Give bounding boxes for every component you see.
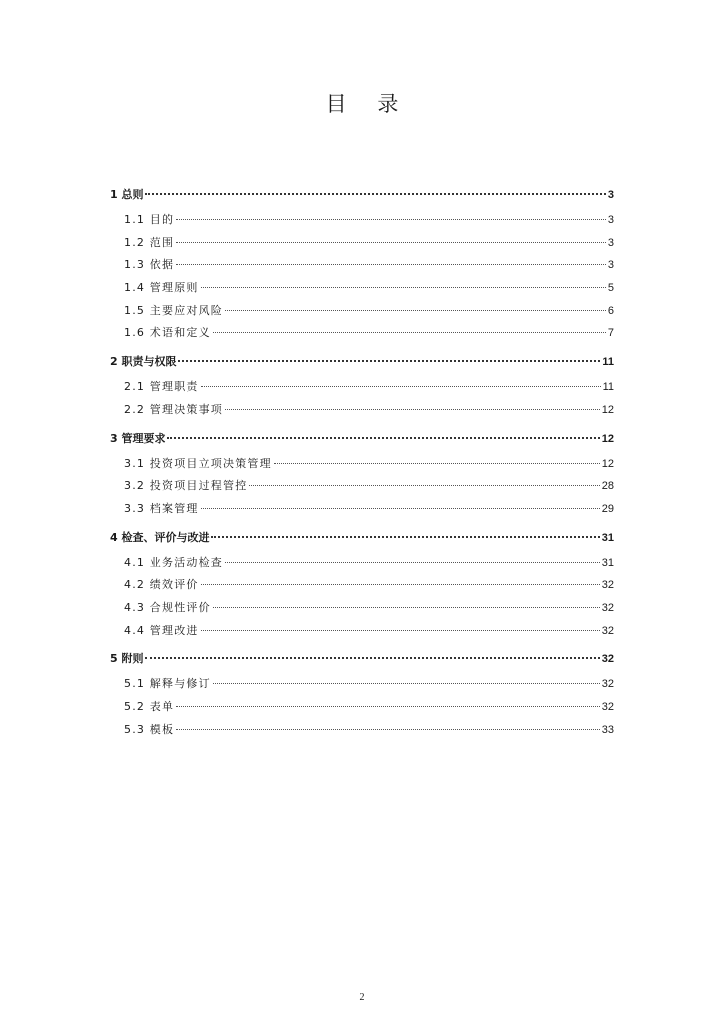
toc-chapter-entry[interactable]: [110, 184, 614, 205]
toc-entry-label: 2.1 管理职责: [124, 380, 199, 394]
toc-entry-page: 12: [601, 457, 614, 470]
toc-entry-label: 4.3 合规性评价: [124, 600, 211, 614]
toc-entry-label: 4 检查、评价与改进: [110, 530, 210, 544]
toc-entry-label: 5 附则: [110, 652, 144, 666]
dot-leader: [225, 562, 600, 563]
toc-entry-page: 32: [601, 579, 614, 592]
dot-leader: [274, 463, 600, 464]
toc-entry-label: 3 管理要求: [110, 431, 166, 445]
toc-entry-label: 4.2 绩效评价: [124, 578, 199, 592]
toc-entry-page: 33: [601, 723, 614, 736]
table-of-contents: [110, 184, 614, 747]
toc-subsection-entry[interactable]: [110, 209, 614, 232]
toc-entry-page: 28: [601, 480, 614, 493]
toc-entry-label: 1 总则: [110, 188, 144, 201]
dot-leader: [201, 287, 606, 288]
toc-subsection-entry[interactable]: [110, 300, 614, 323]
toc-entry-page: 3: [607, 259, 614, 272]
toc-entry-label: 1.3 依据: [124, 258, 175, 272]
toc-subsection-entry[interactable]: [110, 277, 614, 300]
toc-section: [110, 648, 614, 741]
dot-leader: [201, 508, 600, 509]
dot-leader: [213, 607, 600, 608]
toc-subsection-entry[interactable]: [110, 597, 614, 620]
dot-leader: [213, 332, 606, 333]
toc-entry-page: 12: [601, 403, 614, 416]
dot-leader: [201, 386, 601, 387]
toc-entry-label: 2.2 管理决策事项: [124, 402, 223, 416]
toc-entry-label: 4.1 业务活动检查: [124, 555, 223, 569]
toc-entry-label: 3.1 投资项目立项决策管理: [124, 456, 272, 470]
toc-entry-label: 2 职责与权限: [110, 355, 177, 369]
dot-leader: [176, 729, 600, 730]
dot-leader: [201, 630, 600, 631]
toc-subsection-entry[interactable]: [110, 719, 614, 742]
toc-entry-label: 3.2 投资项目过程管控: [124, 479, 248, 493]
toc-subsection-entry[interactable]: [110, 574, 614, 597]
dot-leader: [176, 219, 606, 220]
toc-entry-page: 31: [601, 556, 614, 569]
toc-subsection-entry[interactable]: [110, 475, 614, 498]
toc-entry-label: 1.6 术语和定义: [124, 326, 211, 340]
toc-chapter-entry[interactable]: [110, 648, 614, 669]
toc-section: [110, 527, 614, 643]
dot-leader: [176, 706, 600, 707]
toc-subsection-entry[interactable]: [110, 376, 614, 399]
toc-section: [110, 184, 614, 345]
toc-entry-page: 31: [601, 531, 614, 544]
dot-leader: [176, 264, 606, 265]
dot-leader: [249, 485, 599, 486]
toc-subsection-entry[interactable]: [110, 498, 614, 521]
toc-section: [110, 428, 614, 521]
dot-leader: [213, 683, 600, 684]
toc-subsection-entry[interactable]: [110, 620, 614, 643]
toc-entry-page: 32: [601, 624, 614, 637]
footer-page-number: 2: [359, 992, 365, 1003]
dot-leader: [225, 409, 600, 410]
toc-entry-page: 3: [607, 214, 614, 226]
toc-chapter-entry[interactable]: [110, 351, 614, 372]
toc-entry-label: 1.4 管理原则: [124, 281, 199, 295]
dot-leader: [176, 242, 606, 243]
toc-entry-page: 3: [607, 189, 614, 201]
toc-subsection-entry[interactable]: [110, 322, 614, 345]
toc-entry-page: 11: [602, 356, 614, 369]
toc-entry-page: 32: [601, 653, 614, 666]
dot-leader: [225, 310, 606, 311]
toc-entry-label: 3.3 档案管理: [124, 501, 199, 515]
toc-entry-page: 6: [607, 304, 614, 317]
toc-entry-label: 5.2 表单: [124, 700, 175, 713]
toc-subsection-entry[interactable]: [110, 696, 614, 719]
toc-entry-label: 5.1 解释与修订: [124, 677, 211, 691]
toc-entry-page: 3: [607, 236, 614, 249]
toc-entry-label: 1.5 主要应对风险: [124, 303, 223, 317]
dot-leader: [211, 536, 599, 538]
toc-entry-label: 5.3 模板: [124, 722, 175, 736]
dot-leader: [201, 584, 600, 585]
toc-subsection-entry[interactable]: [110, 254, 614, 277]
toc-entry-page: 12: [601, 432, 614, 445]
toc-section: [110, 351, 614, 421]
toc-entry-label: 1.2 范围: [124, 235, 175, 249]
page-title: 目 录: [325, 92, 411, 116]
dot-leader: [167, 437, 599, 439]
toc-subsection-entry[interactable]: [110, 453, 614, 476]
toc-entry-page: 5: [607, 282, 614, 295]
toc-subsection-entry[interactable]: [110, 232, 614, 255]
toc-entry-page: 11: [602, 381, 614, 394]
toc-entry-page: 7: [607, 327, 614, 340]
toc-subsection-entry[interactable]: [110, 399, 614, 422]
toc-subsection-entry[interactable]: [110, 552, 614, 575]
toc-chapter-entry[interactable]: [110, 428, 614, 449]
toc-entry-page: 32: [601, 678, 614, 691]
toc-subsection-entry[interactable]: [110, 673, 614, 696]
toc-entry-label: 4.4 管理改进: [124, 623, 199, 637]
dot-leader: [145, 193, 605, 195]
toc-entry-page: 29: [601, 502, 614, 515]
dot-leader: [145, 657, 599, 659]
toc-entry-label: 1.1 目的: [124, 213, 175, 226]
toc-entry-page: 32: [601, 701, 614, 713]
toc-chapter-entry[interactable]: [110, 527, 614, 548]
dot-leader: [178, 360, 600, 362]
toc-entry-page: 32: [601, 601, 614, 614]
